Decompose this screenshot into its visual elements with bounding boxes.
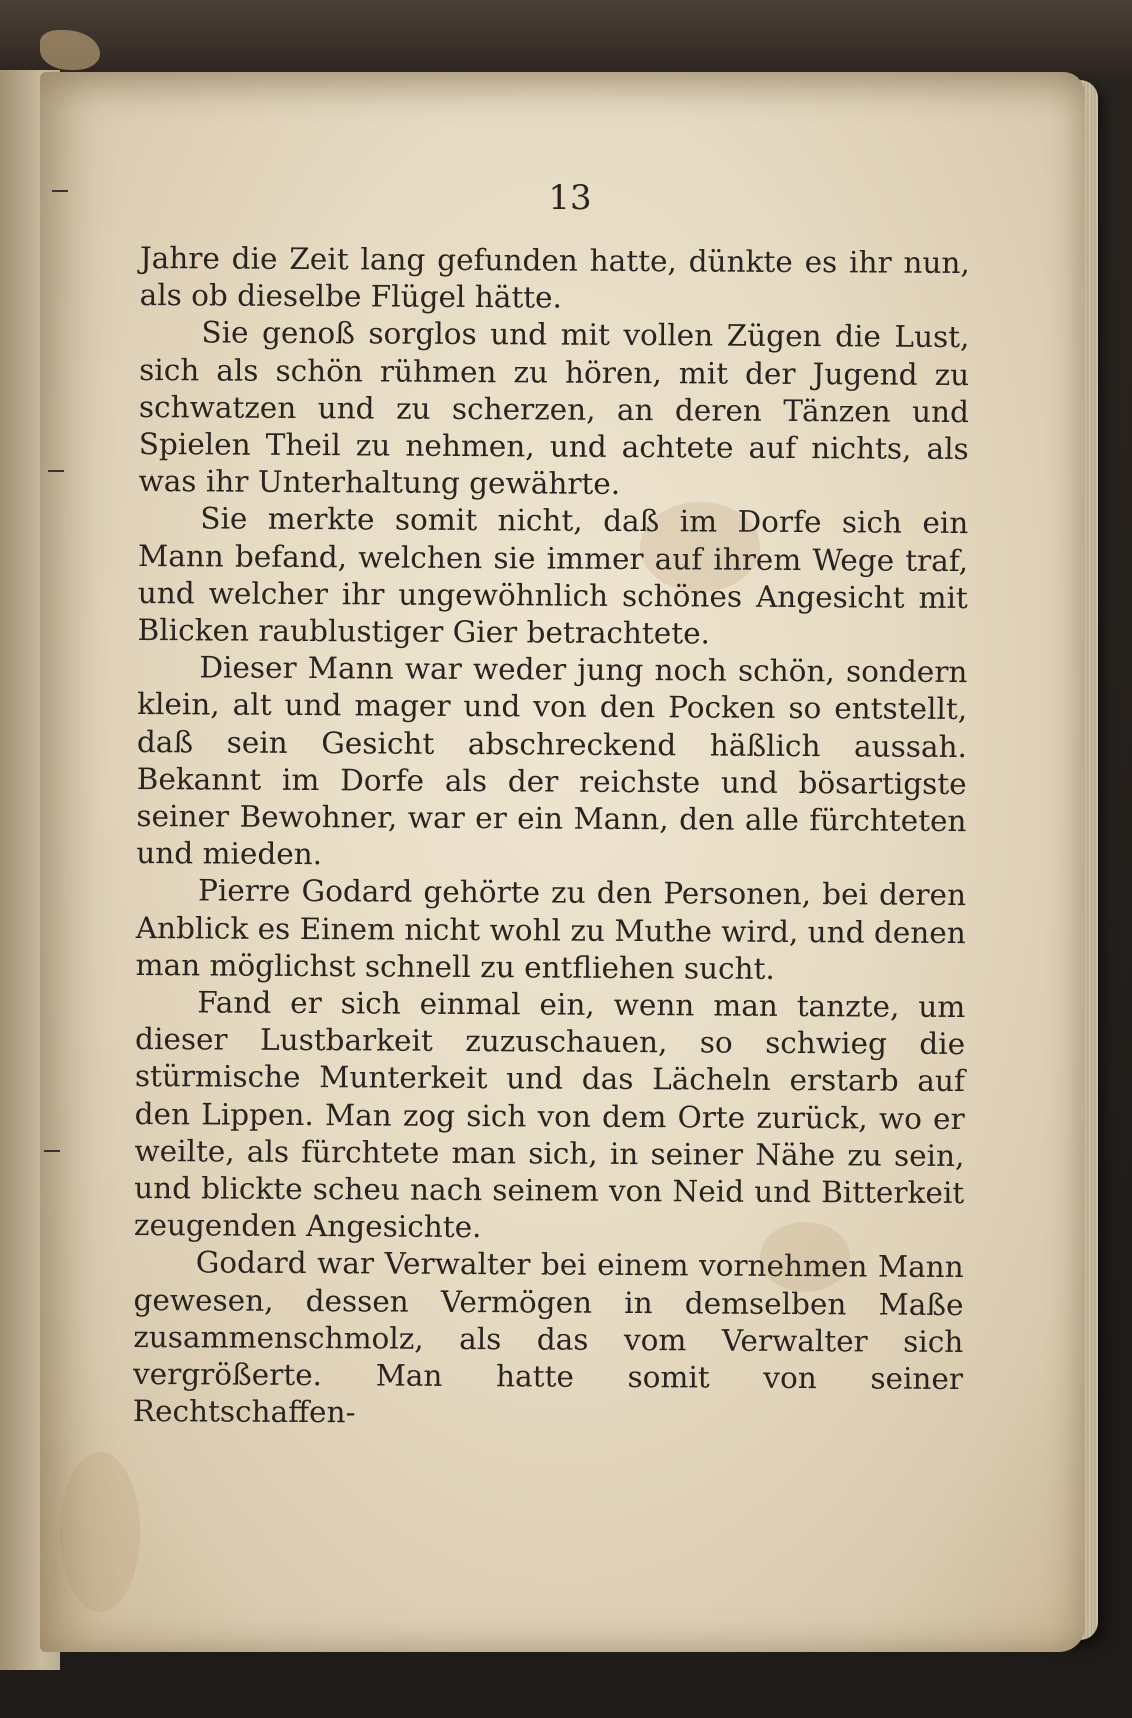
margin-mark — [48, 470, 64, 472]
paragraph: Dieser Mann war weder jung noch schön, sondern klein, alt und mager und von den Pocken so entstellt, daß sein Gesicht abschreckend häßlich aussah. Bekannt im Dorfe als der reichste und bösartigste seiner Bewohner, war er ein Mann, den alle fürchteten und mieden. — [136, 650, 968, 872]
book-cover-top-edge — [0, 0, 1132, 78]
paragraph: Sie merkte somit nicht, daß im Dorfe sich ein Mann befand, welchen sie immer auf ihrem Wege traf, und welcher ihr ungewöhnlich schönes Angesicht mit Blicken raublustiger Gier betrachtete. — [137, 501, 969, 651]
body-text — [133, 240, 970, 1436]
paragraph: Fand er sich einmal ein, wenn man tanzte, um dieser Lustbarkeit zuzuschauen, so schwieg die stürmische Munterkeit und das Lächeln erstarb auf den Lippen. Man zog sich von dem Orte zurück, wo er weilte, als fürchtete man sich, in seiner Nähe zu sein, und blickte scheu nach seinem von Neid und Bitterkeit zeugenden Angesichte. — [133, 985, 966, 1245]
margin-mark — [44, 1150, 60, 1152]
paragraph: Jahre die Zeit lang gefunden hatte, dünkte es ihr nun, als ob dieselbe Flügel hätte. — [139, 240, 970, 315]
paragraph: Sie genoß sorglos und mit vollen Zügen die Lust, sich als schön rühmen zu hören, mit der Jugend zu schwatzen und zu scherzen, an deren Tänzen und Spielen Theil zu nehmen, und achtete auf nichts, als was ihr Unterhaltung gewährte. — [138, 315, 970, 502]
paper-stain — [60, 1452, 140, 1612]
margin-mark — [52, 190, 68, 192]
paragraph: Pierre Godard gehörte zu den Personen, bei deren Anblick es Einem nicht wohl zu Muthe wird, und denen man möglichst schnell zu entfliehen sucht. — [135, 873, 967, 986]
paragraph: Godard war Verwalter bei einem vornehmen Mann gewesen, dessen Vermögen in demselben Maße zusammenschmolz, als das vom Verwalter sich vergrößerte. Man hatte somit von seiner Rechtschaffen- — [132, 1245, 964, 1430]
page-number: 13 — [548, 178, 592, 218]
